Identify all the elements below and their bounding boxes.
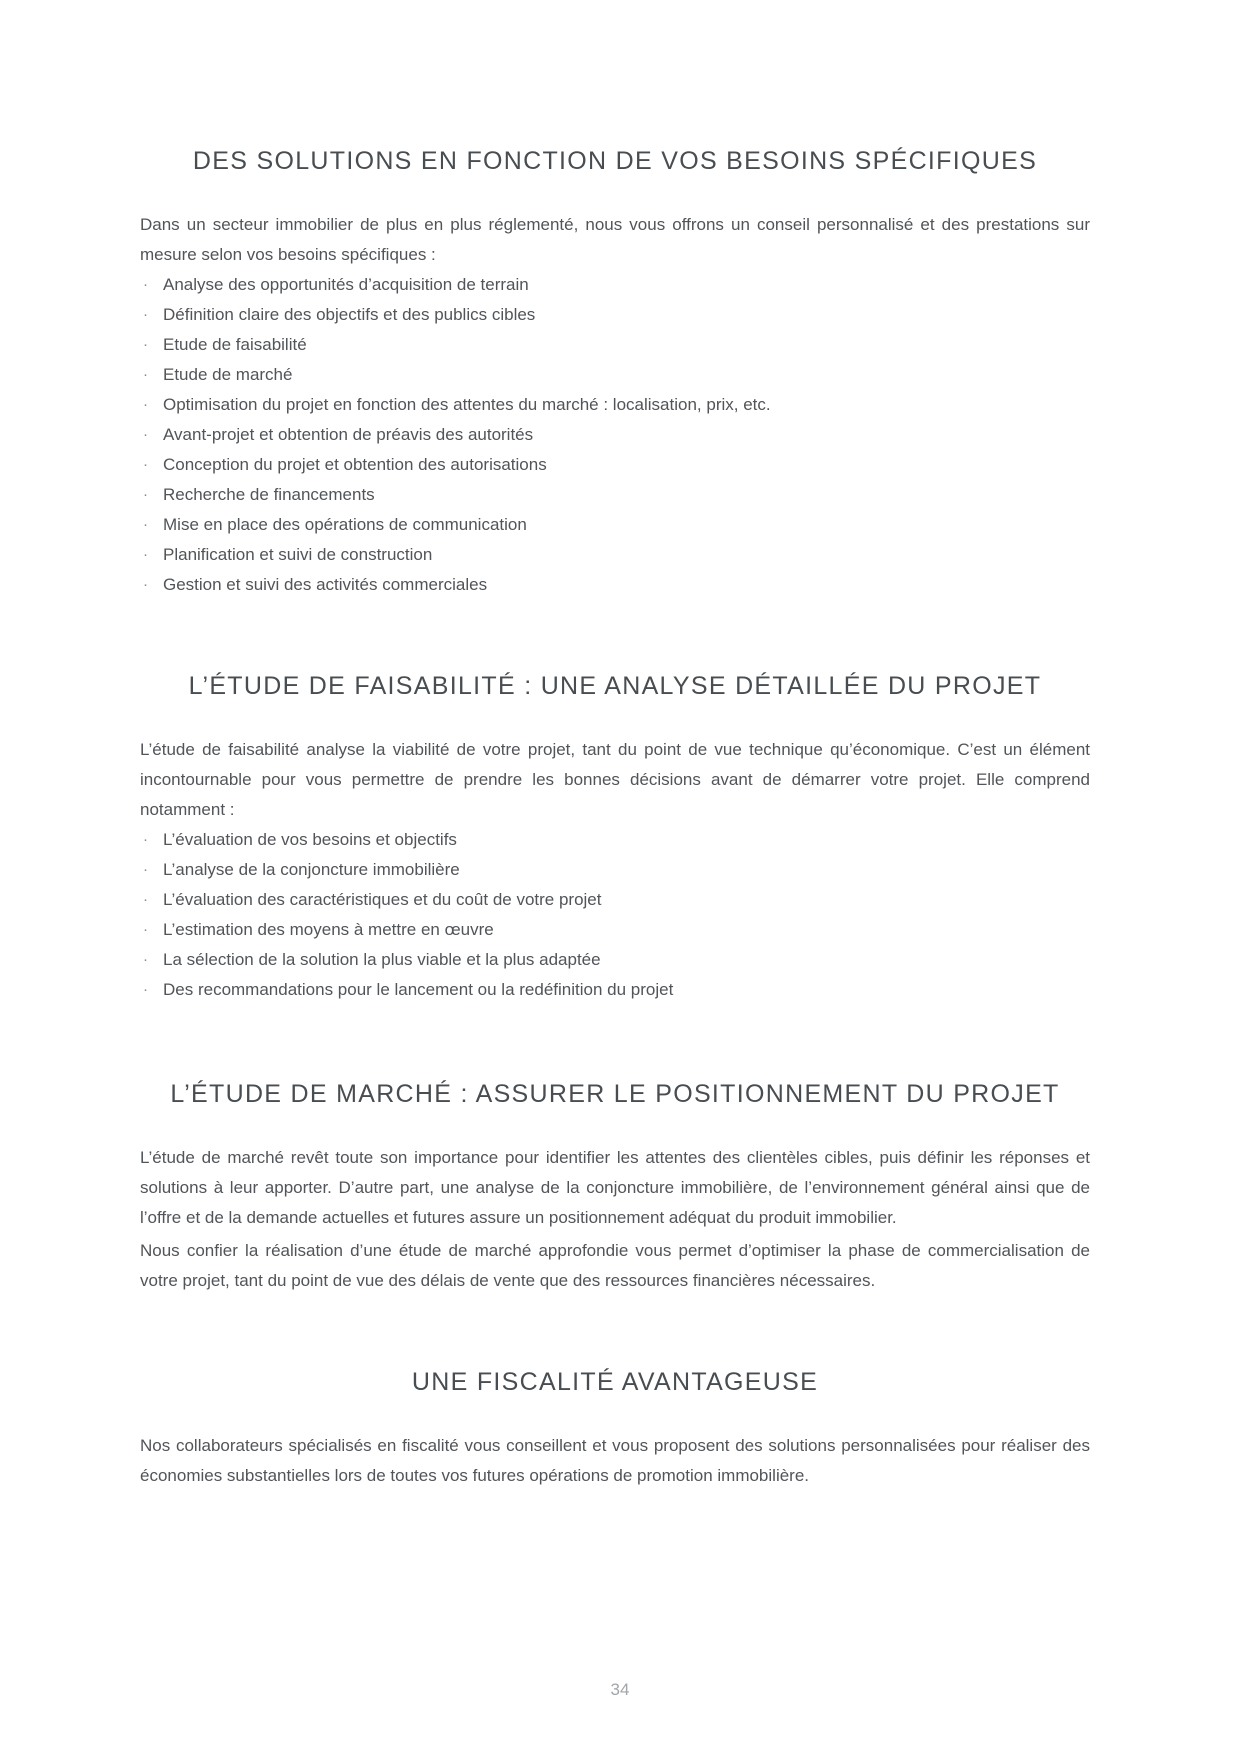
bullet-list-solutions [140,270,1090,600]
paragraph: Nous confier la réalisation d’une étude de marché approfondie vous permet d’optimiser la phase de commercialisation de votre projet, tant du point de vue des délais de vente que des ressources financières nécessaires. [140,1241,1090,1290]
list-item-text: L’estimation des moyens à mettre en œuvre [163,920,494,939]
list-item-text: Conception du projet et obtention des autorisations [163,455,547,474]
list-item-text: L’évaluation de vos besoins et objectifs [163,830,457,849]
section-heading-solutions: DES SOLUTIONS EN FONCTION DE VOS BESOINS SPÉCIFIQUES [192,147,1038,175]
list-item [140,915,1090,945]
list-item [140,300,1090,330]
list-item [140,855,1090,885]
bullet-icon: · [143,951,148,968]
section-heading-marche: L’ÉTUDE DE MARCHÉ : ASSURER LE POSITIONNEMENT DU PROJET [170,1080,1060,1108]
bullet-icon: · [143,336,148,353]
bullet-icon: · [143,921,148,938]
paragraph: L’étude de faisabilité analyse la viabilité de votre projet, tant du point de vue technique qu’économique. C’est un élément incontournable pour vous permettre de prendre les bonnes décisions avant de démarrer votre projet. Elle comprend notamment : [140,740,1090,819]
list-item [140,945,1090,975]
list-item [140,330,1090,360]
bullet-icon: · [143,366,148,383]
bullet-icon: · [143,396,148,413]
bullet-icon: · [143,426,148,443]
list-item [140,360,1090,390]
paragraph: Dans un secteur immobilier de plus en plus réglementé, nous vous offrons un conseil personnalisé et des prestations sur mesure selon vos besoins spécifiques : [140,215,1090,264]
list-item-text: L’évaluation des caractéristiques et du coût de votre projet [163,890,602,909]
bullet-icon: · [143,516,148,533]
list-item [140,270,1090,300]
bullet-list-faisabilite [140,825,1090,1005]
list-item-text: Des recommandations pour le lancement ou la redéfinition du projet [163,980,674,999]
list-item [140,540,1090,570]
list-item-text: Gestion et suivi des activités commerciales [163,575,488,594]
list-item-text: Etude de marché [163,365,293,384]
bullet-icon: · [143,456,148,473]
list-item [140,420,1090,450]
section-heading-faisabilite: L’ÉTUDE DE FAISABILITÉ : UNE ANALYSE DÉTAILLÉE DU PROJET [188,672,1042,700]
paragraph: L’étude de marché revêt toute son importance pour identifier les attentes des clientèles cibles, puis définir les réponses et solutions à leur apporter. D’autre part, une analyse de la conjoncture immobilière, de l’environnement général ainsi que de l’offre et de la demande actuelles et futures assure un positionnement adéquat du produit immobilier. [140,1148,1090,1227]
list-item [140,480,1090,510]
list-item-text: Définition claire des objectifs et des publics cibles [163,305,536,324]
page-number: 34 [610,1680,630,1699]
list-item [140,510,1090,540]
bullet-icon: · [143,891,148,908]
bullet-icon: · [143,576,148,593]
list-item-text: La sélection de la solution la plus viable et la plus adaptée [163,950,601,969]
list-item-text: Recherche de financements [163,485,375,504]
bullet-icon: · [143,861,148,878]
bullet-icon: · [143,546,148,563]
bullet-icon: · [143,276,148,293]
list-item-text: L’analyse de la conjoncture immobilière [163,860,460,879]
list-item [140,450,1090,480]
list-item [140,975,1090,1005]
list-item-text: Mise en place des opérations de communication [163,515,527,534]
list-item-text: Analyse des opportunités d’acquisition de terrain [163,275,529,294]
list-item [140,885,1090,915]
list-item-text: Optimisation du projet en fonction des attentes du marché : localisation, prix, etc. [163,395,771,414]
bullet-icon: · [143,486,148,503]
list-item-text: Avant-projet et obtention de préavis des autorités [163,425,534,444]
bullet-icon: · [143,306,148,323]
page-content [140,0,1090,1491]
bullet-icon: · [143,981,148,998]
list-item-text: Planification et suivi de construction [163,545,433,564]
section-heading-fiscalite: UNE FISCALITÉ AVANTAGEUSE [411,1368,819,1396]
paragraph: Nos collaborateurs spécialisés en fiscalité vous conseillent et vous proposent des solutions personnalisées pour réaliser des économies substantielles lors de toutes vos futures opérations de promotion immobilière. [140,1436,1090,1485]
list-item [140,570,1090,600]
list-item [140,390,1090,420]
list-item [140,825,1090,855]
bullet-icon: · [143,831,148,848]
list-item-text: Etude de faisabilité [163,335,307,354]
